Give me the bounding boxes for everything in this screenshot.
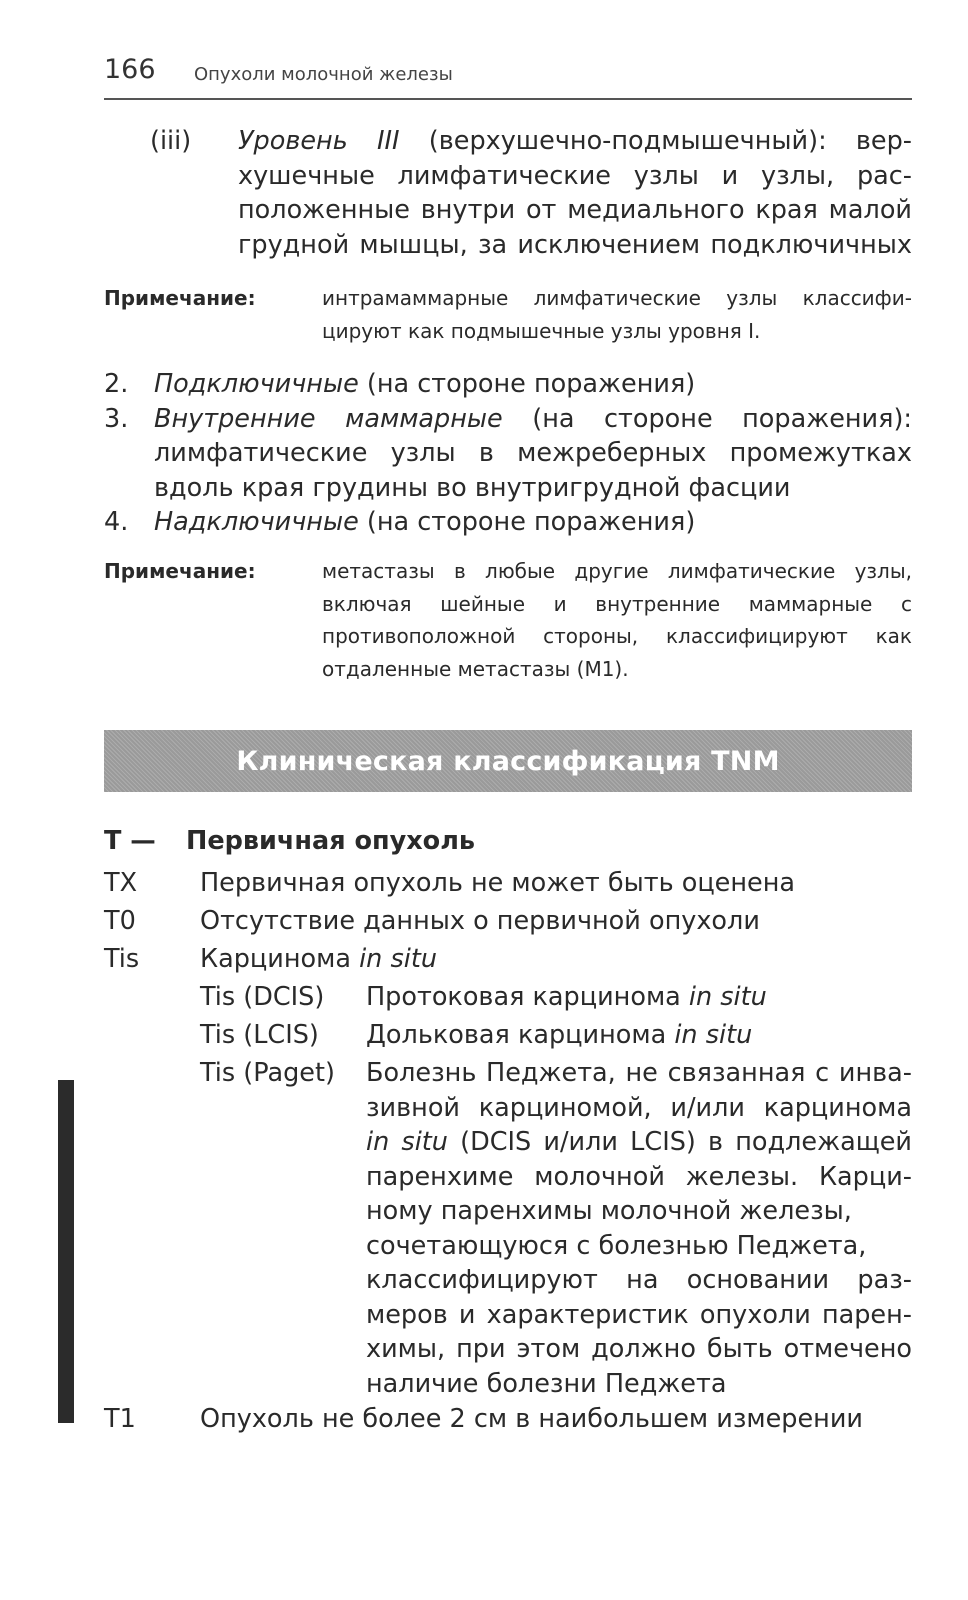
lymph-node-list <box>104 367 912 540</box>
note-label: Примечание: <box>104 286 256 310</box>
section-title: Клиническая классификация TNM <box>236 745 780 777</box>
section-band <box>104 730 912 792</box>
list-item: 2. Подключичные (на стороне поражения) <box>104 369 696 399</box>
paget-description: Болезнь Педжета, не связанная с инва- зивной карциномой, и/или карцинома in situ (DCIS и/или LCIS) в подлежащей паренхиме молочной железы. Карци- ному паренхимы молочной железы, сочетающуюся с болезнью Педжета, классифицируют на основании раз- меров и характеристик опухоли парен- химы, при этом должно быть отмечено наличие болезни Педжета <box>366 1058 912 1399</box>
note-body: метастазы в любые другие лимфатические узлы, включая шейные и внутренние маммарные с противоположной стороны, классифицируют как отдаленные метастазы (M1). <box>322 559 912 681</box>
note-body: интрамаммарные лимфатические узлы классифи- цируют как подмышечные узлы уровня I. <box>322 286 912 343</box>
margin-marker-bar <box>58 1080 74 1423</box>
level-iii-number: (iii) <box>150 126 192 156</box>
t-code: T — <box>104 826 156 856</box>
list-item: 3. Внутренние маммарные (на стороне поражения): лимфатические узлы в межреберных промежутках вдоль края грудины во внутригрудной фасции <box>104 403 913 503</box>
running-title: Опухоли молочной железы <box>194 64 453 85</box>
level-iii-text: Уровень III (верхушечно-подмышечный): вер- хушечные лимфатические узлы и узлы, рас- положенные внутри от медиального края малой грудной мышцы, за исключением подключичных <box>238 126 912 260</box>
level-iii-title: Уровень III <box>238 126 400 156</box>
note-label: Примечание: <box>104 559 256 583</box>
page-header <box>104 48 912 100</box>
t-category-heading <box>104 826 475 856</box>
list-item: 4. Надключичные (на стороне поражения) <box>104 507 696 537</box>
page-number: 166 <box>104 54 156 85</box>
t-title: Первичная опухоль <box>186 826 476 856</box>
